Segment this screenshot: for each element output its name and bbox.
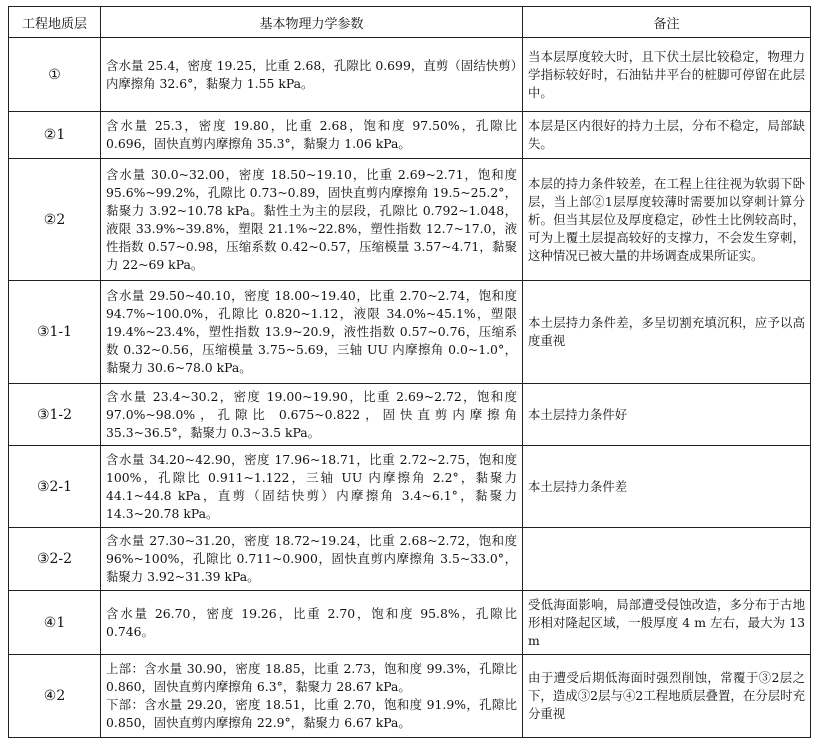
params-text: 含水量 34.20~42.90，密度 17.96~18.71，比重 2.72~2.75，饱和度 100%，孔隙比 0.911~1.122，三轴 UU 内摩擦角 2.2°，黏聚力 44.1~44.8 kPa，直剪（固结快剪）内摩擦角 3.4~6.1°，黏聚力 14.3~20.78 kPa。 bbox=[106, 451, 517, 521]
column-header-layer: 工程地质层 bbox=[9, 7, 101, 38]
table-row bbox=[9, 528, 811, 591]
params-text: 含水量 30.0~32.00，密度 18.50~19.10，比重 2.69~2.71，饱和度 95.6%~99.2%，孔隙比 0.73~0.89，固快直剪内摩擦角 19.5~25.2°，黏聚力 3.92~10.78 kPa。黏性土为主的层段，孔隙比 0.792~1.048，液限 33.9%~39.8%，塑限 21.1%~22.8%，塑性指数 12.7~17.0，液性指数 0.57~0.98，压缩系数 0.42~0.57，压缩模量 3.57~4.71，黏聚力 22~69 kPa。 bbox=[106, 166, 517, 272]
params-cell bbox=[101, 655, 523, 738]
column-header-notes: 备注 bbox=[523, 7, 811, 38]
table-row bbox=[9, 384, 811, 446]
params-cell bbox=[101, 159, 523, 281]
layer-cell: ① bbox=[9, 38, 101, 112]
soil-parameters-table bbox=[8, 6, 811, 738]
column-header-params: 基本物理力学参数 bbox=[101, 7, 523, 38]
table-row bbox=[9, 159, 811, 281]
table-row bbox=[9, 112, 811, 159]
notes-cell: 本土层持力条件好 bbox=[523, 384, 811, 446]
params-text: 含水量 26.70，密度 19.26，比重 2.70，饱和度 95.8%，孔隙比 0.746。 bbox=[106, 605, 517, 639]
params-cell bbox=[101, 591, 523, 655]
layer-cell: ③1-2 bbox=[9, 384, 101, 446]
params-cell bbox=[101, 528, 523, 591]
params-cell bbox=[101, 384, 523, 446]
notes-cell: 本土层持力条件差，多呈切割充填沉积，应予以高度重视 bbox=[523, 281, 811, 384]
notes-cell: 受低海面影响，局部遭受侵蚀改造，多分布于古地形相对隆起区域，一般厚度 4 m 左右，最大为 13 m bbox=[523, 591, 811, 655]
table-header-row bbox=[9, 7, 811, 38]
notes-cell bbox=[523, 528, 811, 591]
layer-cell: ②1 bbox=[9, 112, 101, 159]
notes-cell: 本层的持力条件较差，在工程上往往视为软弱下卧层，当上部②1层厚度较薄时需要加以穿刺计算分析。但当其层位及厚度稳定，砂性土比例较高时，可为上覆土层提高较好的支撑力，不会发生穿刺，这种情况已被大量的井场调查成果所证实。 bbox=[523, 159, 811, 281]
params-cell bbox=[101, 112, 523, 159]
params-text: 含水量 27.30~31.20，密度 18.72~19.24，比重 2.68~2.72，饱和度 96%~100%，孔隙比 0.711~0.900，固快直剪内摩擦角 3.5~33.0°，黏聚力 3.92~31.39 kPa。 bbox=[106, 533, 517, 584]
table-row bbox=[9, 281, 811, 384]
table-row bbox=[9, 591, 811, 655]
layer-cell: ③1-1 bbox=[9, 281, 101, 384]
notes-cell: 本层是区内很好的持力土层，分布不稳定，局部缺失。 bbox=[523, 112, 811, 159]
params-text-upper: 上部：含水量 30.90，密度 18.85，比重 2.73，饱和度 99.3%，孔隙比 0.860，固快直剪内摩擦角 6.3°，黏聚力 28.67 kPa。 bbox=[106, 661, 517, 694]
table-row bbox=[9, 38, 811, 112]
layer-cell: ②2 bbox=[9, 159, 101, 281]
params-cell bbox=[101, 281, 523, 384]
table-row bbox=[9, 655, 811, 738]
params-text: 含水量 29.50~40.10，密度 18.00~19.40，比重 2.70~2.74，饱和度 94.7%~100.0%，孔隙比 0.820~1.12，液限 34.0%~45.1%，塑限 19.4%~23.4%，塑性指数 13.9~20.9，液性指数 0.57~0.76，压缩系数 0.32~0.56，压缩模量 3.75~5.69，三轴 UU 内摩擦角 0.0~1.0°，黏聚力 30.6~78.0 kPa。 bbox=[106, 288, 517, 375]
layer-cell: ④2 bbox=[9, 655, 101, 738]
params-text-lower: 下部：含水量 29.20，密度 18.51，比重 2.70，饱和度 91.9%，孔隙比 0.850，固快直剪内摩擦角 22.9°，黏聚力 6.67 kPa。 bbox=[106, 697, 517, 730]
layer-cell: ③2-1 bbox=[9, 446, 101, 528]
params-cell bbox=[101, 446, 523, 528]
params-cell bbox=[101, 38, 523, 112]
table-row bbox=[9, 446, 811, 528]
notes-cell: 由于遭受后期低海面时强烈削蚀，常覆于③2层之下，造成③2层与④2工程地质层叠置，在分层时充分重视 bbox=[523, 655, 811, 738]
layer-cell: ④1 bbox=[9, 591, 101, 655]
params-text: 含水量 23.4~30.2，密度 19.00~19.90，比重 2.69~2.72，饱和度 97.0%~98.0%，孔隙比 0.675~0.822，固快直剪内摩擦角 35.3~36.5°，黏聚力 0.3~3.5 kPa。 bbox=[106, 388, 517, 440]
params-text: 含水量 25.3，密度 19.80，比重 2.68，饱和度 97.50%，孔隙比 0.696，固快直剪内摩擦角 35.3°，黏聚力 1.06 kPa。 bbox=[106, 118, 517, 151]
notes-cell: 当本层厚度较大时，且下伏土层比较稳定，物理力学指标较好时，石油钻井平台的桩脚可停留在此层中。 bbox=[523, 38, 811, 112]
params-text: 含水量 25.4，密度 19.25，比重 2.68，孔隙比 0.699，直剪（固结快剪）内摩擦角 32.6°，黏聚力 1.55 kPa。 bbox=[106, 57, 517, 91]
notes-cell: 本土层持力条件差 bbox=[523, 446, 811, 528]
layer-cell: ③2-2 bbox=[9, 528, 101, 591]
